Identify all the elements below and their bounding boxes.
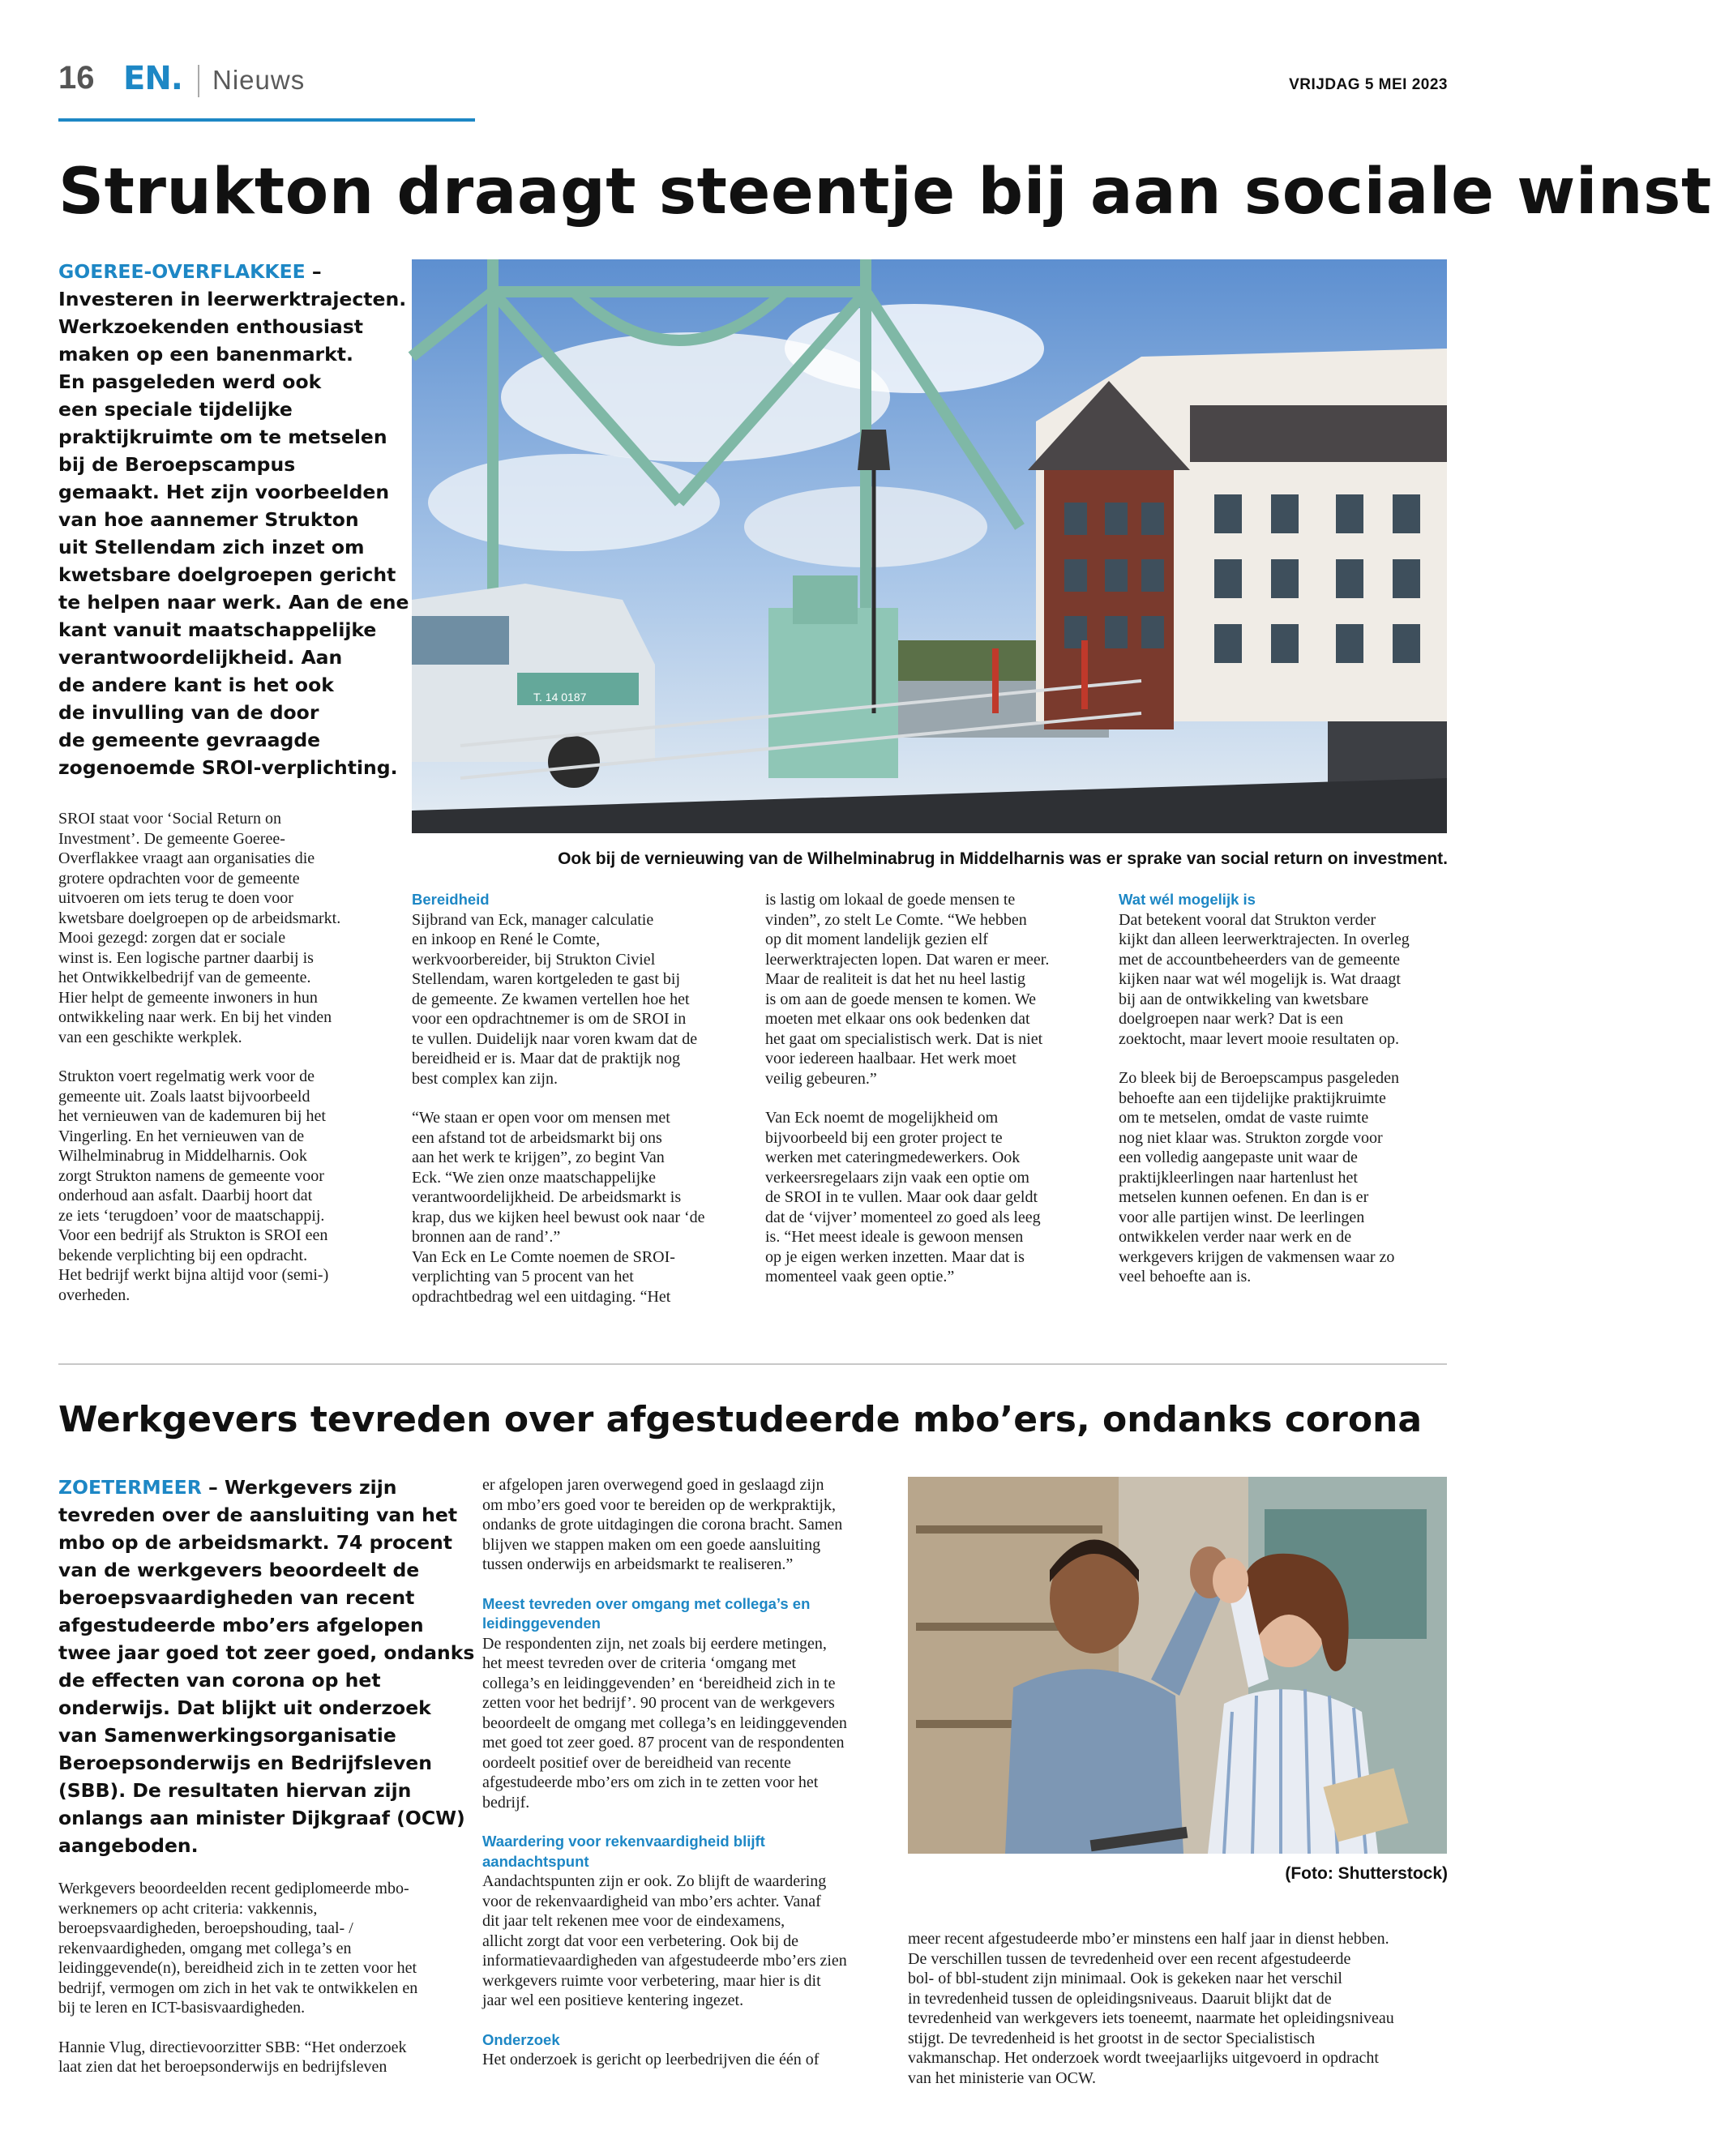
header-rule bbox=[58, 118, 475, 122]
article2-column-3 bbox=[908, 1929, 1447, 2107]
paragraph: is lastig om lokaal de goede mensen te vinden”, zo stelt Le Comte. “We hebben op dit moment landelijk gezien elf leerwerktrajecten lopen. Dat waren er meer. Maar de realiteit is dat het nu heel lastig is om aan de goede mensen te komen. We moeten met elkaar ons ook bedenken dat het gaat om specialistisch werk. Dat is niet voor iedereen haalbaar. Het werk moet veilig gebeuren.” bbox=[765, 891, 1050, 1088]
paragraph: Werkgevers beoordeelden recent gediplomeerde mbo- werknemers op acht criteria: vakkennis, beroepsvaardigheden, beroepshouding, taal- / rekenvaardigheden, omgang met collega’s en leidinggevende(n), bereidheid zich in te zetten voor het bedrijf, vermogen om zich in het vak te ontwikkelen en bij te leren en ICT-basisvaardigheden. bbox=[58, 1880, 418, 2017]
paragraph: Strukton voert regelmatig werk voor de gemeente uit. Zoals laatst bijvoorbeeld het vernieuwen van de kademuren bij het Vingerling. En het vernieuwen van de Wilhelminabrug in Middelharnis. Ook zorgt Strukton namens de gemeente voor onderhoud aan asfalt. Daarbij hoort dat ze iets ‘terugdoen’ voor de maatschappij. Voor een bedrijf als Strukton is SROI een bekende verplichting bij een opdracht. Het bedrijf werkt bijna altijd voor (semi-) overheden. bbox=[58, 1067, 329, 1304]
photo-caption: Ook bij de vernieuwing van de Wilhelminabrug in Middelharnis was er sprake van social return on investment. bbox=[558, 849, 1448, 868]
paragraph: De respondenten zijn, net zoals bij eerdere metingen, het meest tevreden over de criteria ‘omgang met collega’s en leidinggevenden’ en ‘bereidheid zich in te zetten voor het bedrijf’. 90 procent van de werkgevers beoordeelt de omgang met collega’s en leidinggevenden met goed tot zeer goed. 87 procent van de respondenten oordeelt positief over de bereidheid van recente afgestudeerde mbo’ers om zich in te zetten voor het bedrijf. bbox=[482, 1634, 847, 1812]
article2-lead: ZOETERMEER – Werkgevers zijn tevreden over de aansluiting van het mbo op de arbeidsmarkt. 74 procent van de werkgevers beoordeelt de beroepsvaardigheden van recent afgestudeerde mbo’ers afgelopen twee jaar goed tot zeer goed, ondanks de effecten van corona op het onderwijs. Dat blijkt uit onderzoek van Samenwerkingsorganisatie Beroepsonderwijs en Bedrijfsleven (SBB). De resultaten hiervan zijn onlangs aan minister Dijkgraaf (OCW) aangeboden. bbox=[58, 1476, 475, 1857]
newspaper-logo[interactable]: EN. bbox=[123, 60, 182, 97]
paragraph: Het onderzoek is gericht op leerbedrijven die één of bbox=[482, 2051, 820, 2068]
header-separator bbox=[198, 65, 199, 97]
article1-lead: GOEREE-OVERFLAKKEE – Investeren in leerwerktrajecten. Werkzoekenden enthousiast maken op een banenmarkt. En pasgeleden werd ook een speciale tijdelijke praktijkruimte om te metselen bij de Beroepscampus gemaakt. Het zijn voorbeelden van hoe aannemer Strukton uit Stellendam zich inzet om kwetsbare doelgroepen gericht te helpen naar werk. Aan de ene kant vanuit maatschappelijke verantwoordelijkheid. Aan de andere kant is het ook de invulling van de door de gemeente gevraagde zogenoemde SROI-verplichting. bbox=[58, 260, 409, 779]
photo-credit: (Foto: Shutterstock) bbox=[1285, 1864, 1448, 1883]
office-photo[interactable] bbox=[908, 1477, 1447, 1854]
subheading-bereidheid: Bereidheid bbox=[412, 891, 490, 908]
article1-title: Strukton draagt steentje bij aan sociale winst bbox=[58, 156, 1712, 229]
paragraph: er afgelopen jaren overwegend goed in geslaagd zijn om mbo’ers goed voor te bereiden op de werkpraktijk, ondanks de grote uitdagingen die corona bracht. Samen blijven we stappen maken om een goede aansluiting tussen onderwijs en arbeidsmarkt te realiseren.” bbox=[482, 1476, 843, 1573]
paragraph: Dat betekent vooral dat Strukton verder kijkt dan alleen leerwerktrajecten. In overleg met de accountbeheerders van de gemeente kijken naar wat wél mogelijk is. Wat draagt bij aan de ontwikkeling van kwetsbare doelgroepen naar werk? Dat is een zoektocht, maar levert mooie resultaten op. bbox=[1119, 910, 1410, 1048]
article2-column-1 bbox=[58, 1879, 464, 2097]
subheading-wat-wel-mogelijk: Wat wél mogelijk is bbox=[1119, 891, 1256, 908]
subheading-onderzoek: Onderzoek bbox=[482, 2030, 560, 2048]
subheading-waardering-rekenvaardigheid: Waardering voor rekenvaardigheid blijft bbox=[482, 1833, 765, 1850]
paragraph: Van Eck noemt de mogelijkheid om bijvoorbeeld bij een groter project te werken met cateringmedewerkers. Ook verkeersregelaars zijn vaak een optie om de SROI in te vullen. Maar ook daar geldt dat de ‘vijver’ momenteel zo goed als leeg is. “Het meest ideale is gewoon mensen op je eigen werken inzetten. Maar dat is momenteel vaak geen optie.” bbox=[765, 1109, 1041, 1285]
paragraph: “We staan er open voor om mensen met een afstand tot de arbeidsmarkt bij ons aan het werk te krijgen”, zo begint Van Eck. “We zien onze maatschappelijke verantwoordelijkheid. De arbeidsmarkt is krap, dus we kijken heel bewust ook naar ‘de bronnen aan de rand’.” Van Eck en Le Comte noemen de SROI- verplichting van 5 procent van het opdrachtbedrag wel een uitdaging. “Het bbox=[412, 1109, 705, 1306]
article1-location: GOEREE-OVERFLAKKEE bbox=[58, 260, 306, 283]
subheading-meest-tevreden: Meest tevreden over omgang met collega’s en bbox=[482, 1594, 811, 1612]
article2-location: ZOETERMEER bbox=[58, 1476, 202, 1499]
paragraph: Sijbrand van Eck, manager calculatie en inkoop en René le Comte, werkvoorbereider, bij Strukton Civiel Stellendam, waren kortgeleden te gast bij de gemeente. Ze kwamen vertellen hoe het voor een opdrachtnemer is om de SROI in te vullen. Duidelijk naar voren kwam dat de bereidheid er is. Maar dat de praktijk nog best complex kan zijn. bbox=[412, 910, 698, 1088]
article1-column-4 bbox=[1119, 890, 1451, 1307]
article2-column-2: er afgelopen jaren overwegend goed in geslaagd zijn om mbo’ers goed voor te bereiden op de werkpraktijk, ondanks de grote uitdagingen die corona bracht. Samen blijven we stappen maken om een goede aansluiting tussen onderwijs en arbeidsmarkt te realiseren.” Meest tevreden over omgang met collega’s en leidinggevenden De respondenten zijn, net zoals bij eerdere metingen, het meest tevreden over de criteria ‘omgang met collega’s en leidinggevenden’ en ‘bereidheid zich in te zetten voor het bedrijf’. 90 procent van de werkgevers beoordeelt de omgang met collega’s en leidinggevenden met goed tot zeer goed. 87 procent van de respondenten oordeelt positief over de bereidheid van recente afgestudeerde mbo’ers om zich in te zetten voor het bedrijf. Waardering voor rekenvaardigheid blijft aandachtspunt Aandachtspunten zijn er ook. Zo blijft de waardering voor de rekenvaardigheid van mbo’ers achter. Vanaf dit jaar telt rekenen mee voor de eindexamens, allicht zorgt dat voor een verbetering. Ook bij de informatievaardigheden van afgestudeerde mbo’ers zien werkgevers ruimte voor verbetering, maar hier is dit jaar wel een positieve kentering ingezet. Onderzoek Het onderzoek is gericht op leerbedrijven die één of bbox=[482, 1475, 888, 2090]
paragraph: Aandachtspunten zijn er ook. Zo blijft de waardering voor de rekenvaardigheid van mbo’ers achter. Vanaf dit jaar telt rekenen mee voor de eindexamens, allicht zorgt dat voor een verbetering. Ook bij de informatievaardigheden van afgestudeerde mbo’ers zien werkgevers ruimte voor verbetering, maar hier is dit jaar wel een positieve kentering ingezet. bbox=[482, 1872, 847, 2009]
article1-column-2 bbox=[412, 890, 752, 1326]
section-label[interactable]: Nieuws bbox=[212, 65, 306, 95]
van-plate-text: T. 14 0187 bbox=[533, 691, 587, 704]
issue-date: VRIJDAG 5 MEI 2023 bbox=[1289, 76, 1448, 93]
article1-column-3 bbox=[765, 890, 1106, 1307]
article-divider bbox=[58, 1363, 1447, 1365]
page-number: 16 bbox=[58, 60, 95, 96]
paragraph: Hannie Vlug, directievoorzitter SBB: “Het onderzoek laat zien dat het beroepsonderwijs en bedrijfsleven bbox=[58, 2038, 407, 2076]
paragraph: meer recent afgestudeerde mbo’er minstens een half jaar in dienst hebben. De verschillen tussen de tevredenheid over een recent afgestudeerde bol- of bbl-student zijn minimaal. Ook is gekeken naar het verschil in tevredenheid tussen de opleidingsniveaus. Daaruit blijkt dat de tevredenheid van werkgevers iets toeneemt, naarmate het opleidingsniveau stijgt. De tevredenheid is het grootst in de sector Specialistisch vakmanschap. Het onderzoek wordt tweejaarlijks uitgevoerd in opdracht van het ministerie van OCW. bbox=[908, 1930, 1394, 2087]
article2-title: Werkgevers tevreden over afgestudeerde mbo’ers, ondanks corona bbox=[58, 1399, 1423, 1440]
article1-column-1 bbox=[58, 809, 383, 1324]
paragraph: SROI staat voor ‘Social Return on Investment’. De gemeente Goeree- Overflakkee vraagt aan organisaties die grotere opdrachten voor de gemeente uitvoeren om iets terug te doen voor kwetsbare doelgroepen op de arbeidsmarkt. Mooi gezegd: zorgen dat er sociale winst is. Een logische partner daarbij is het Ontwikkelbedrijf van de gemeente. Hier helpt de gemeente inwoners in hun ontwikkeling naar werk. En bij het vinden van een geschikte werkplek. bbox=[58, 810, 341, 1046]
bridge-photo[interactable] bbox=[412, 259, 1447, 833]
paragraph: Zo bleek bij de Beroepscampus pasgeleden behoefte aan een tijdelijke praktijkruimte om te metselen, omdat de vaste ruimte nog niet klaar was. Strukton zorgde voor een volledig aangepaste unit waar de praktijkleerlingen naar hartenlust het metselen kunnen oefenen. En dan is er voor alle partijen winst. De leerlingen ontwikkelen verder naar werk en de werkgevers krijgen de vakmensen waar zo veel behoefte aan is. bbox=[1119, 1069, 1399, 1285]
